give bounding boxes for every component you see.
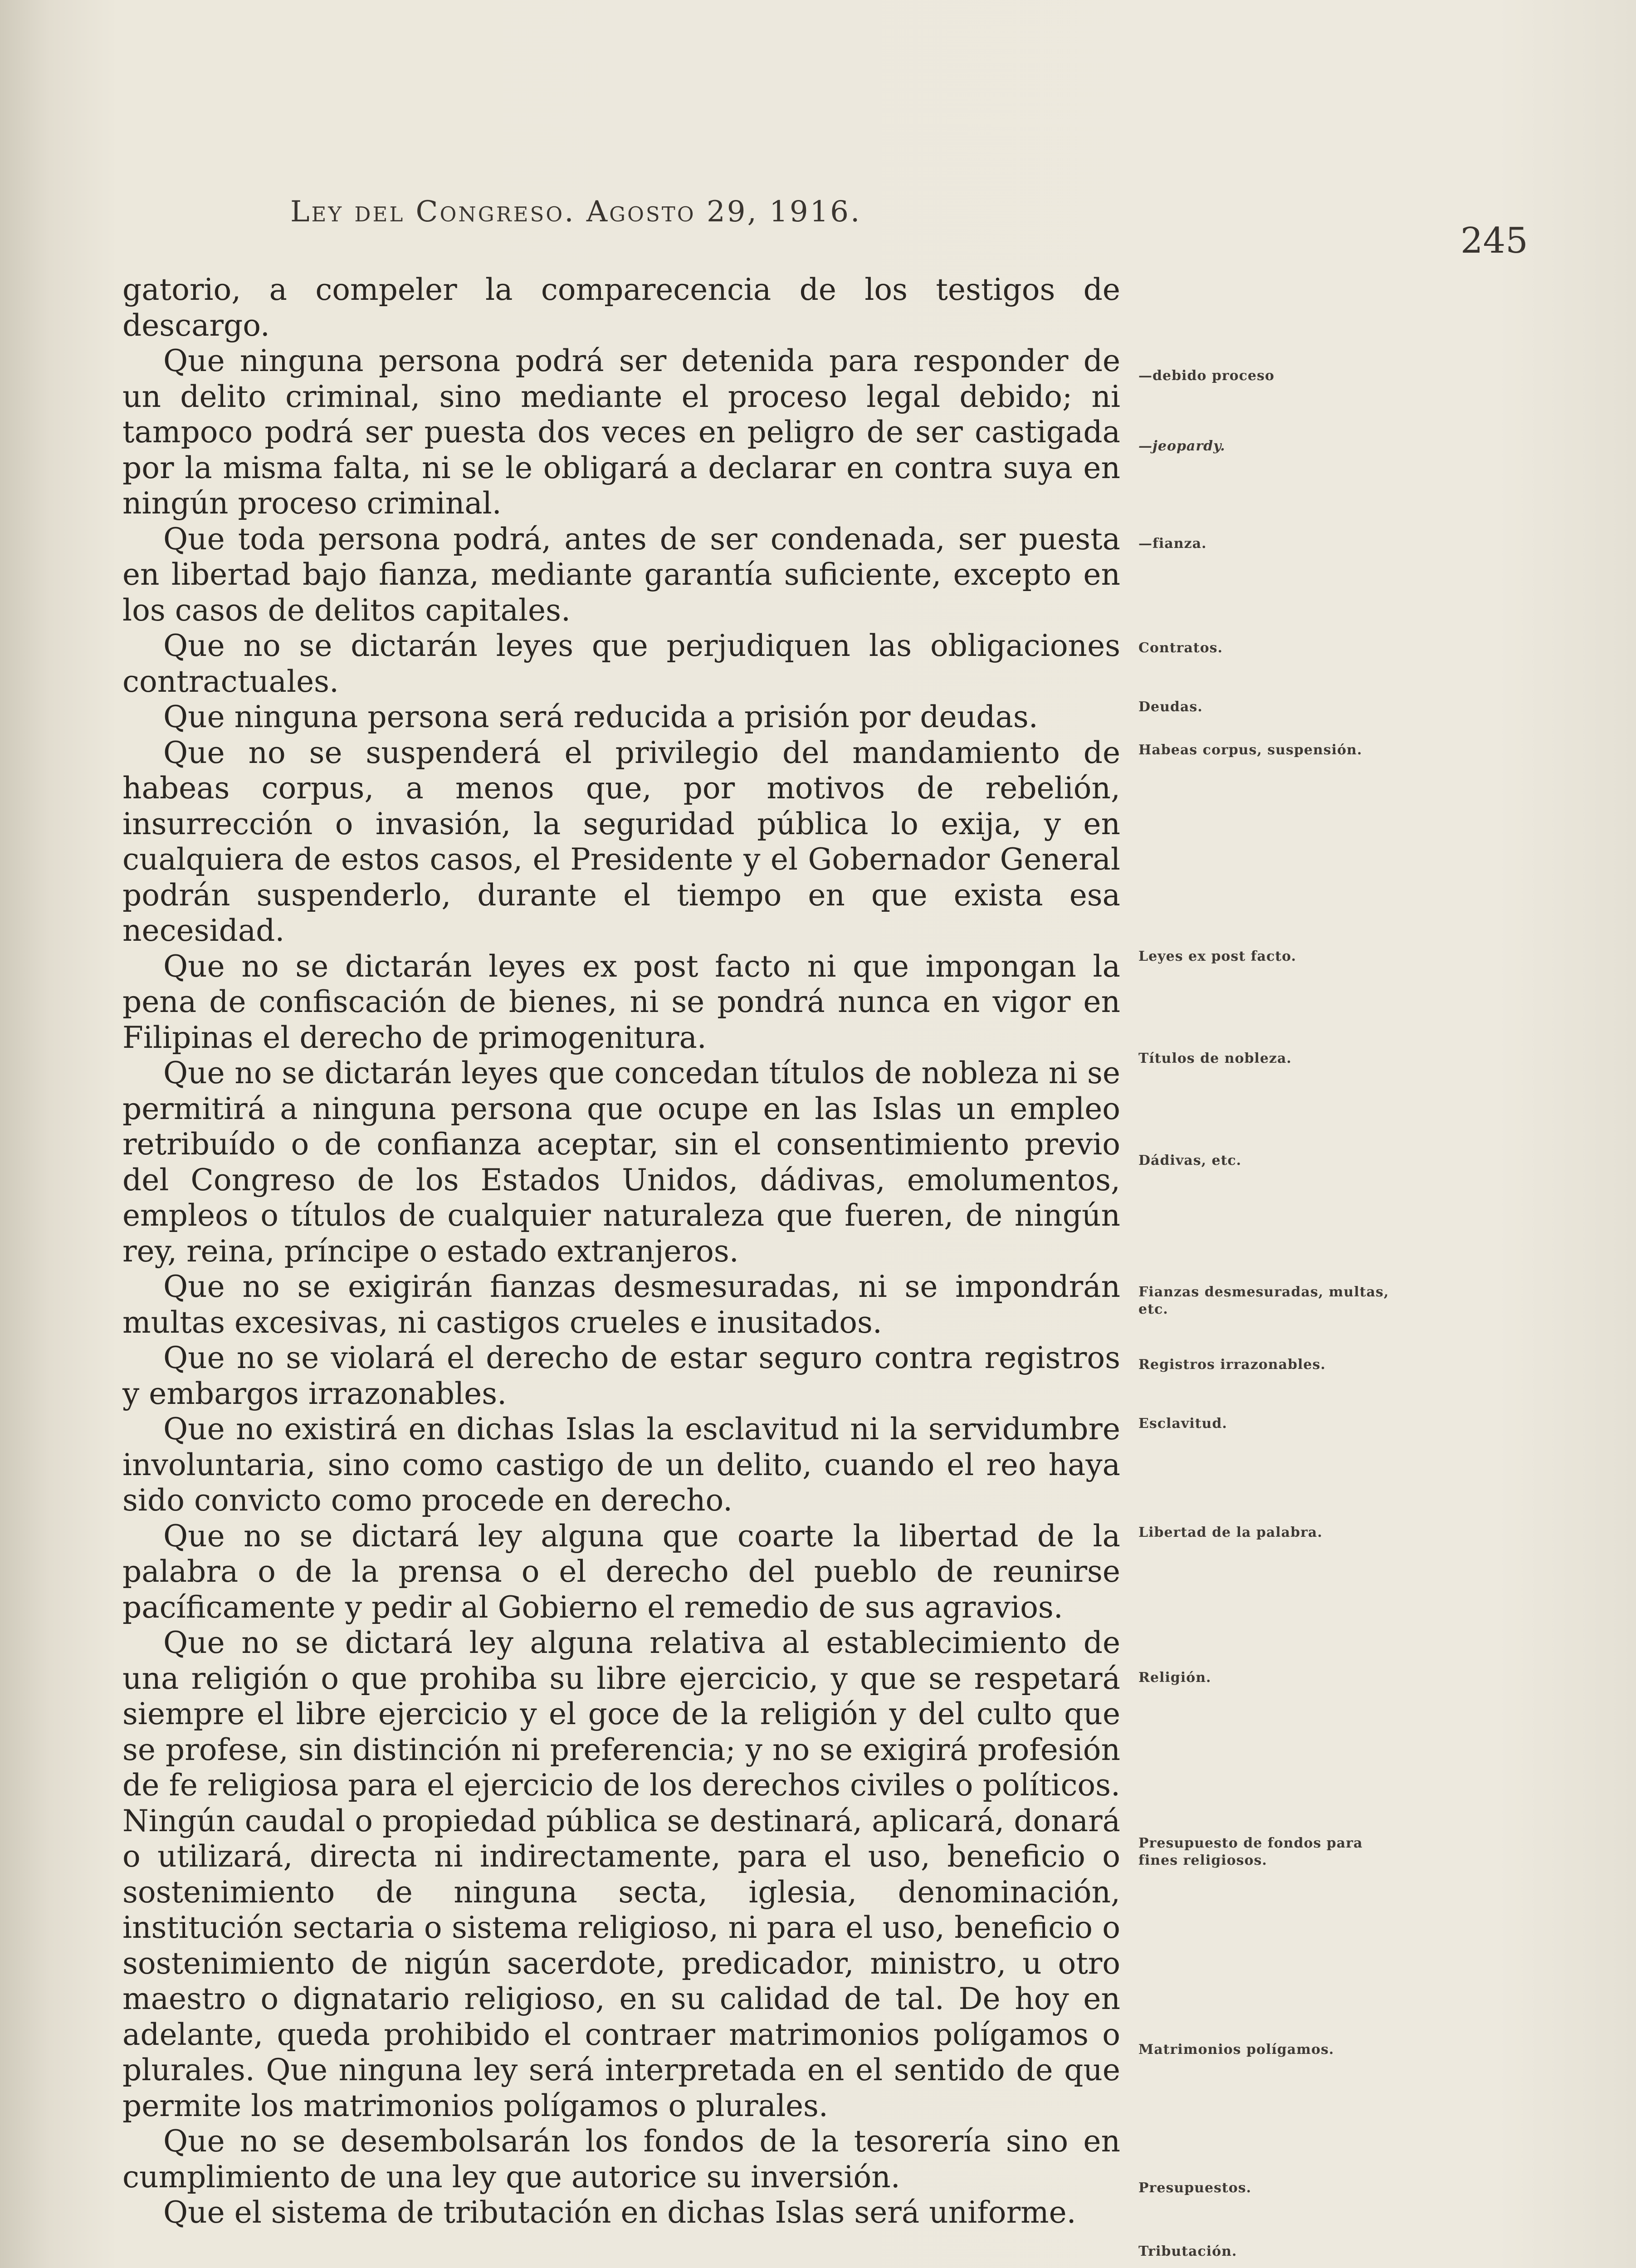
paragraph: Que el sistema de tributación en dichas Islas será uniforme. xyxy=(163,2195,1076,2230)
margin-note-dadivas: Dádivas, etc. xyxy=(1138,1153,1242,1168)
margin-note-tributacion: Tributación. xyxy=(1138,2244,1237,2259)
margin-note-registros: Registros irrazonables. xyxy=(1138,1357,1326,1373)
paragraph: Que toda persona podrá, antes de ser condenada, ser puesta en libertad bajo fianza, mediante garantía suficiente, excepto en los casos de delitos capitales. xyxy=(122,521,1120,628)
margin-note-religion: Religión. xyxy=(1138,1670,1211,1686)
margin-note-contratos: Contratos. xyxy=(1138,640,1223,656)
paragraph: Que no se violará el derecho de estar seguro contra registros y embargos irrazonables. xyxy=(122,1340,1120,1411)
margin-note-deudas: Deudas. xyxy=(1138,699,1203,715)
margin-note-presupuesto-religiosos: Presupuesto de fondos para fines religiosos. xyxy=(1138,1835,1363,1868)
margin-note-fianzas-desmesuradas: Fianzas desmesuradas, multas, etc. xyxy=(1138,1284,1389,1317)
margin-note-debido-proceso: —debido proceso xyxy=(1138,368,1275,384)
margin-note-esclavitud: Esclavitud. xyxy=(1138,1416,1227,1432)
paragraph: Que ninguna persona podrá ser detenida para responder de un delito criminal, sino mediante el proceso legal debido; ni tampoco podrá ser puesta dos veces en peligro de ser castigada por la misma falta, ni se le obligará a declarar en contra suya en ningún proceso criminal. xyxy=(122,343,1120,521)
margin-note-matrimonios: Matrimonios polígamos. xyxy=(1138,2042,1334,2058)
paragraph: Que no se desembolsarán los fondos de la tesorería sino en cumplimiento de una ley que autorice su inversión. xyxy=(122,2124,1120,2195)
paragraph: Que no se exigirán fianzas desmesuradas, ni se impondrán multas excesivas, ni castigos crueles e inusitados. xyxy=(122,1269,1120,1340)
margin-note-ex-post-facto: Leyes ex post facto. xyxy=(1138,948,1297,964)
paragraph: Que ninguna persona será reducida a prisión por deudas. xyxy=(163,699,1038,734)
margin-note-habeas-corpus: Habeas corpus, suspensión. xyxy=(1138,742,1363,758)
margin-note-fianza: —fianza. xyxy=(1138,536,1207,552)
paragraph: Que no se dictarán leyes que perjudiquen las obligaciones contractuales. xyxy=(122,628,1120,699)
body-text xyxy=(122,272,1120,2231)
paragraph: Que no se dictará ley alguna que coarte la libertad de la palabra o de la prensa o el derecho del pueblo de reunirse pacíficamente y pedir al Gobierno el remedio de sus agravios. xyxy=(122,1518,1120,1625)
paragraph: Que no se dictará ley alguna relativa al establecimiento de una religión o que prohiba su libre ejercicio, y que se respetará siempre el libre ejercicio y el goce de la religión y del culto que se profese, sin distinción ni preferencia; y no se exigirá profesión de fe religiosa para el ejercicio de los derechos civiles o políticos. Ningún caudal o propiedad pública se destinará, aplicará, donará o utilizará, directa ni indirectamente, para el uso, beneficio o sostenimiento de ninguna secta, iglesia, denominación, institución sectaria o sistema religioso, ni para el uso, beneficio o sostenimiento de nigún sacerdote, predicador, ministro, u otro maestro o dignatario religioso, en su calidad de tal. De hoy en adelante, queda prohibido el contraer matrimonios polígamos o plurales. Que ninguna ley será interpretada en el sentido de que permite los matrimonios polígamos o plurales. xyxy=(122,1625,1120,2123)
margin-note-libertad-palabra: Libertad de la palabra. xyxy=(1138,1525,1323,1540)
paragraph: gatorio, a compeler la comparecencia de los testigos de descargo. xyxy=(122,272,1120,343)
page-number: 245 xyxy=(1460,220,1528,261)
paragraph: Que no se dictarán leyes que concedan títulos de nobleza ni se permitirá a ninguna persona que ocupe en las Islas un empleo retribuído o de confianza aceptar, sin el consentimiento previo del Congreso de los Estados Unidos, dádivas, emolumentos, empleos o títulos de cualquier naturaleza que fueren, de ningún rey, reina, príncipe o estado extranjeros. xyxy=(122,1056,1120,1269)
margin-note-titulos-nobleza: Títulos de nobleza. xyxy=(1138,1051,1292,1066)
margin-note-jeopardy: —jeopardy. xyxy=(1138,438,1226,454)
paragraph: Que no se suspenderá el privilegio del mandamiento de habeas corpus, a menos que, por motivos de rebelión, insurrección o invasión, la seguridad pública lo exija, y en cualquiera de estos casos, el Presidente y el Gobernador General podrán suspenderlo, durante el tiempo en que exista esa necesidad. xyxy=(122,735,1120,948)
paragraph: Que no se dictarán leyes ex post facto ni que impongan la pena de confiscación de bienes, ni se pondrá nunca en vigor en Filipinas el derecho de primogenitura. xyxy=(122,948,1120,1055)
running-head: Ley del Congreso. Agosto 29, 1916. xyxy=(290,195,862,229)
margin-note-presupuestos: Presupuestos. xyxy=(1138,2180,1252,2196)
paragraph: Que no existirá en dichas Islas la esclavitud ni la servidumbre involuntaria, sino como castigo de un delito, cuando el reo haya sido convicto como procede en derecho. xyxy=(122,1412,1120,1518)
